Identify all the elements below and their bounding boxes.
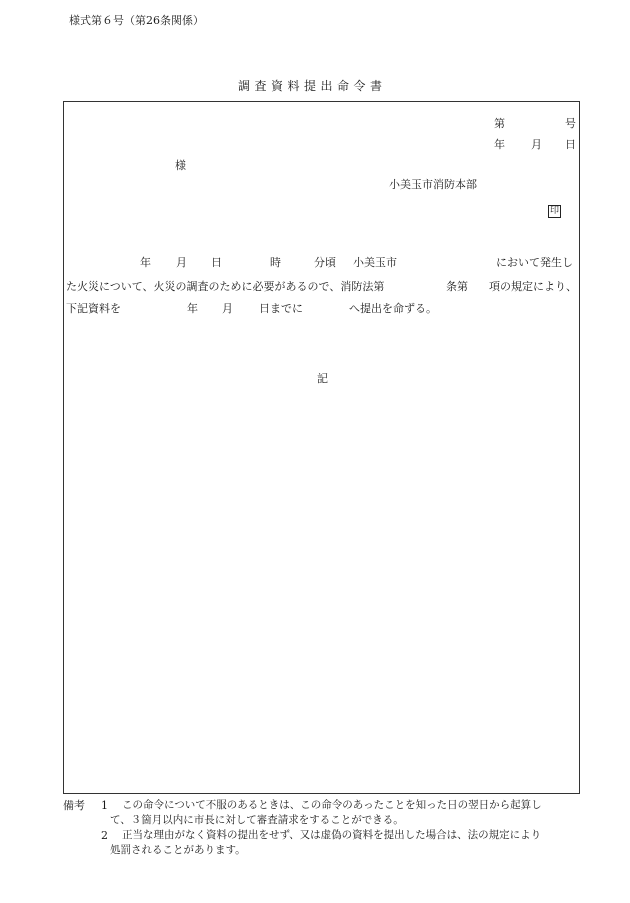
document-title: 調査資料提出命令書 [238,79,387,93]
doc-number-prefix: 第 [494,117,505,130]
incident-day: 日 [211,256,222,269]
incident-location-tail: において発生し [496,256,573,269]
incident-month: 月 [176,256,187,269]
seal-mark: 印 [549,206,559,216]
issuer-name: 小美玉市消防本部 [389,178,477,191]
law-paragraph-tail: 項の規定により、 [489,280,577,293]
remark-2-line-2: 処罰されることがあります。 [110,844,246,856]
deadline-month: 月 [222,302,233,315]
addressee-suffix: 様 [175,159,186,172]
incident-year: 年 [140,256,151,269]
remark-2-number: 2 [101,829,108,842]
incident-city: 小美玉市 [353,256,397,269]
date-year-label: 年 [494,138,505,151]
remark-1-line-2: て、３箇月以内に市長に対して審査請求をすることができる。 [110,814,404,826]
body-line-2: た火災について、火災の調査のために必要があるので、消防法第 [66,280,385,293]
doc-number-suffix: 号 [565,117,576,130]
submission-tail: へ提出を命ずる。 [349,302,437,315]
date-month-label: 月 [531,138,542,151]
form-number: 様式第６号（第26条関係） [69,14,204,27]
remark-1-line-1: この命令について不服のあるときは、この命令のあったことを知った日の翌日から起算し [122,799,542,811]
date-day-label: 日 [565,138,576,151]
remark-1-number: 1 [101,799,108,812]
ki-heading: 記 [317,372,328,385]
law-article: 条第 [446,280,468,293]
body-line-3-head: 下記資料を [66,302,121,315]
incident-hour: 時 [270,256,281,269]
remarks-label: 備考 [63,799,85,812]
remark-2-line-1: 正当な理由がなく資料の提出をせず、又は虚偽の資料を提出した場合は、法の規定により [122,829,542,841]
incident-minute: 分頃 [314,256,336,269]
deadline-year: 年 [187,302,198,315]
form-frame [63,101,580,794]
deadline-until: 日までに [259,302,303,315]
